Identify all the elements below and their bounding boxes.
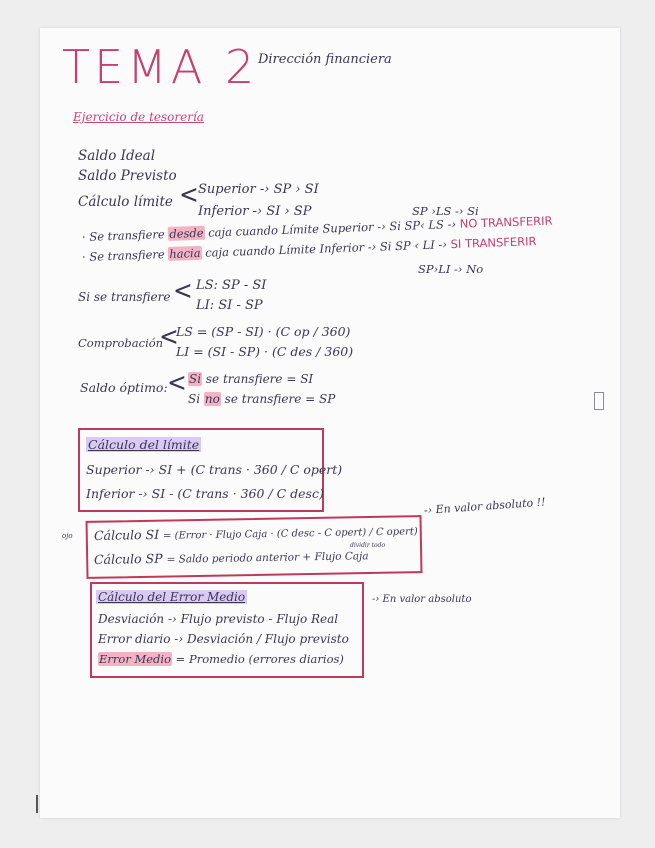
page-edge-mark — [36, 795, 38, 813]
saldo-optimo-si-text: se transfiere = SI — [205, 372, 314, 386]
si-se-transfiere-label: Si se transfiere — [78, 290, 171, 304]
comprobacion-li: LI = (SI - SP) · (C des / 360) — [176, 344, 354, 359]
side-note-no: SP›LI -› No — [418, 262, 484, 276]
desde-highlight: desde — [169, 225, 204, 241]
superior-rule: Superior -› SP › SI — [198, 182, 319, 197]
error-medio-formula: = Promedio (errores diarios) — [175, 652, 344, 666]
page-tab-marker — [594, 392, 604, 410]
saldo-optimo-no-text: se transfiere = SP — [224, 392, 336, 406]
margin-note: ojo — [62, 532, 73, 540]
li-formula: LI: SI - SP — [196, 298, 263, 313]
calculo-sp-formula: = Saldo periodo anterior + Flujo Caja — [166, 550, 369, 566]
brace-icon: < — [173, 276, 193, 306]
desviacion-formula: Desviación -› Flujo previsto - Flujo Real — [98, 612, 339, 626]
error-diario-formula: Error diario -› Desviación / Flujo previsto — [98, 632, 349, 646]
ls-formula: LS: SP - SI — [196, 278, 267, 293]
desviacion-side-note: -› En valor absoluto — [372, 594, 472, 605]
transfer-text: · Se transfiere — [81, 247, 165, 264]
no-transferir-label: NO TRANSFERIR — [459, 213, 553, 231]
error-medio-row — [98, 652, 344, 666]
valor-absoluto-note: -› En valor absoluto !! — [423, 495, 546, 517]
si-transferir-label: SI TRANSFERIR — [450, 234, 537, 252]
hacia-highlight: hacia — [169, 245, 201, 261]
inferior-rule: Inferior -› SI › SP — [198, 204, 312, 219]
box-limite-superior: Superior -› SI + (C trans · 360 / C opert) — [86, 462, 343, 477]
page-subtitle: Dirección financiera — [258, 52, 392, 67]
calculo-sp-label: Cálculo SP — [93, 550, 163, 567]
side-note-yes: SP ›LS -› Si — [412, 204, 479, 218]
si-prefix: Si — [188, 392, 201, 406]
no-highlight: no — [204, 392, 220, 406]
calculo-si-formula: = (Error · Flujo Caja · (C desc - C opert) / C opert) — [162, 526, 418, 542]
box-limite-inferior: Inferior -› SI - (C trans · 360 / C desc) — [86, 486, 324, 501]
saldo-optimo-si — [188, 372, 313, 386]
si-highlight: Si — [189, 372, 202, 386]
comprobacion-label: Comprobación — [78, 336, 164, 350]
box-limite-title: Cálculo del límite — [88, 437, 200, 452]
saldo-optimo-label: Saldo óptimo: — [80, 380, 168, 395]
calculo-limite-label: Cálculo límite — [78, 194, 173, 210]
notebook-page — [40, 28, 620, 818]
calculo-si-label: Cálculo SI — [93, 526, 160, 543]
transfer-text: · Se transfiere — [81, 227, 165, 244]
page-title: TEMA 2 — [62, 40, 259, 94]
error-medio-highlight: Error Medio — [99, 652, 172, 666]
saldo-ideal-label: Saldo Ideal — [78, 148, 156, 164]
comprobacion-ls: LS = (SP - SI) · (C op / 360) — [176, 324, 351, 339]
calculo-si-note: dividir todo — [350, 542, 386, 549]
brace-icon: < — [179, 180, 199, 210]
transfer-text-rest: caja cuando Límite Superior -› Si SP‹ LS -› — [207, 216, 457, 240]
section-title: Ejercicio de tesorería — [73, 110, 204, 124]
transfer-text-rest: caja cuando Límite Inferior -› Si SP ‹ LI -› — [204, 237, 448, 260]
saldo-optimo-no — [188, 392, 335, 406]
saldo-previsto-label: Saldo Previsto — [78, 168, 177, 184]
box-error-title: Cálculo del Error Medio — [98, 590, 246, 604]
brace-icon: < — [159, 322, 179, 352]
brace-icon: < — [167, 368, 187, 398]
